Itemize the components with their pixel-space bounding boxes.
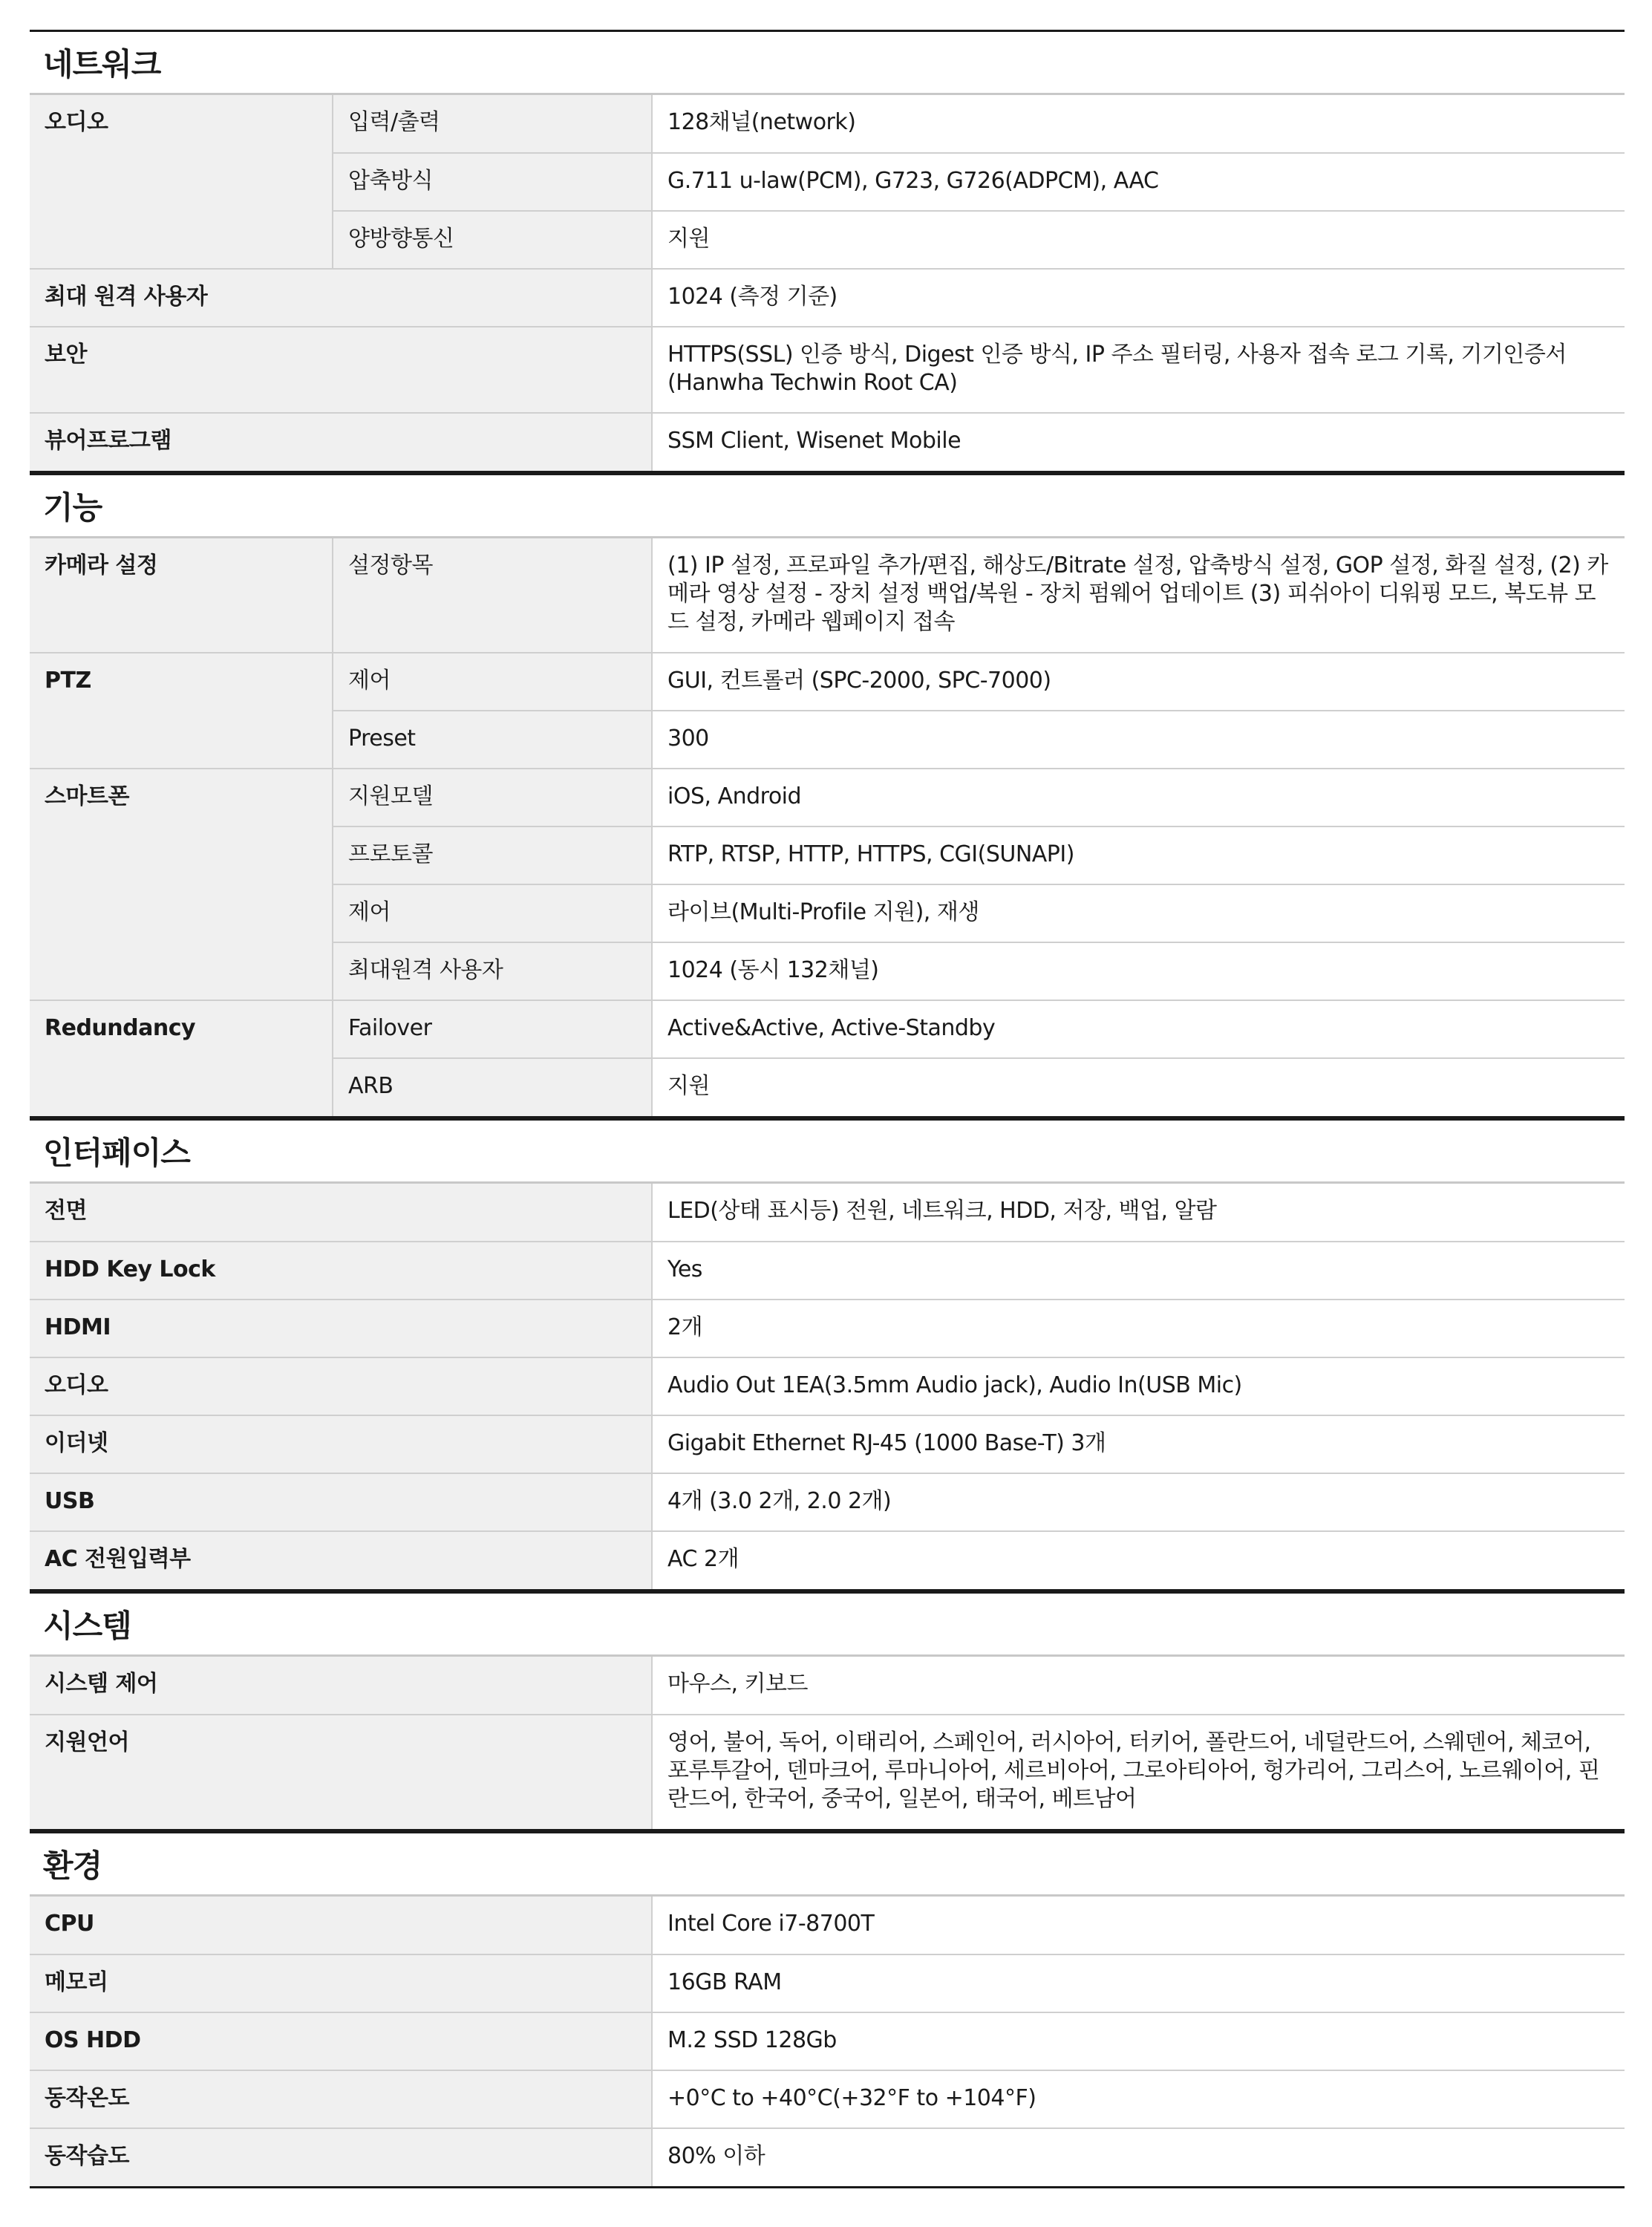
spec-row	[30, 1715, 1625, 1829]
spec-label: 카메라 설정	[30, 538, 333, 653]
spec-row	[30, 327, 1625, 413]
spec-value: G.711 u-law(PCM), G723, G726(ADPCM), AAC	[652, 153, 1625, 211]
spec-label: Redundancy	[30, 1000, 333, 1116]
spec-row	[30, 1000, 1625, 1058]
section-title: 네트워크	[30, 30, 1625, 95]
spec-label: 전면	[30, 1184, 652, 1242]
spec-label: 오디오	[30, 1357, 652, 1415]
spec-label: 시스템 제어	[30, 1657, 652, 1715]
spec-section	[30, 30, 1625, 473]
spec-row	[30, 1897, 1625, 1954]
spec-value: Audio Out 1EA(3.5mm Audio jack), Audio In(USB Mic)	[652, 1357, 1625, 1415]
spec-section	[30, 1831, 1625, 2188]
spec-row	[30, 1531, 1625, 1589]
spec-value: Active&Active, Active-Standby	[652, 1000, 1625, 1058]
spec-value: HTTPS(SSL) 인증 방식, Digest 인증 방식, IP 주소 필터링, 사용자 접속 로그 기록, 기기인증서 (Hanwha Techwin Root CA)	[652, 327, 1625, 413]
spec-value: AC 2개	[652, 1531, 1625, 1589]
spec-table	[30, 1184, 1625, 1589]
spec-label: 지원언어	[30, 1715, 652, 1829]
spec-row	[30, 2012, 1625, 2070]
spec-section	[30, 1118, 1625, 1591]
spec-row	[30, 95, 1625, 153]
spec-value: 128채널(network)	[652, 95, 1625, 153]
spec-value: 80% 이하	[652, 2128, 1625, 2186]
spec-value: 300	[652, 711, 1625, 769]
spec-label: 뷰어프로그램	[30, 413, 652, 471]
spec-value: 4개 (3.0 2개, 2.0 2개)	[652, 1473, 1625, 1531]
spec-label: CPU	[30, 1897, 652, 1954]
spec-sublabel: 양방향통신	[333, 211, 652, 269]
spec-row	[30, 269, 1625, 327]
section-title: 환경	[30, 1831, 1625, 1897]
spec-label: 메모리	[30, 1954, 652, 2012]
spec-sheet	[30, 30, 1625, 2188]
spec-value: Intel Core i7-8700T	[652, 1897, 1625, 1954]
spec-label: 이더넷	[30, 1415, 652, 1473]
spec-value: +0°C to +40°C(+32°F to +104°F)	[652, 2070, 1625, 2128]
spec-sublabel: 입력/출력	[333, 95, 652, 153]
spec-label: OS HDD	[30, 2012, 652, 2070]
spec-label: PTZ	[30, 653, 333, 769]
spec-value: Gigabit Ethernet RJ-45 (1000 Base-T) 3개	[652, 1415, 1625, 1473]
spec-section	[30, 473, 1625, 1118]
spec-value: 지원	[652, 1058, 1625, 1116]
spec-row	[30, 1242, 1625, 1300]
section-title: 시스템	[30, 1591, 1625, 1657]
spec-sublabel: Failover	[333, 1000, 652, 1058]
spec-label: 동작습도	[30, 2128, 652, 2186]
spec-label: AC 전원입력부	[30, 1531, 652, 1589]
spec-value: 1024 (측정 기준)	[652, 269, 1625, 327]
spec-value: (1) IP 설정, 프로파일 추가/편집, 해상도/Bitrate 설정, 압축방식 설정, GOP 설정, 화질 설정, (2) 카메라 영상 설정 - 장치 설정 백업/복원 - 장치 펌웨어 업데이트 (3) 피쉬아이 디워핑 모드, 복도뷰 모드 설정, 카메라 웹페이지 접속	[652, 538, 1625, 653]
spec-row	[30, 2128, 1625, 2186]
spec-value: M.2 SSD 128Gb	[652, 2012, 1625, 2070]
spec-value: 16GB RAM	[652, 1954, 1625, 2012]
spec-row	[30, 1184, 1625, 1242]
spec-label: 스마트폰	[30, 769, 333, 1000]
spec-row	[30, 538, 1625, 653]
spec-sublabel: 설정항목	[333, 538, 652, 653]
spec-value: RTP, RTSP, HTTP, HTTPS, CGI(SUNAPI)	[652, 826, 1625, 884]
spec-table	[30, 95, 1625, 471]
spec-value: 1024 (동시 132채널)	[652, 942, 1625, 1000]
spec-value: 지원	[652, 211, 1625, 269]
spec-value: LED(상태 표시등) 전원, 네트워크, HDD, 저장, 백업, 알람	[652, 1184, 1625, 1242]
spec-value: 2개	[652, 1300, 1625, 1357]
spec-row	[30, 1300, 1625, 1357]
spec-row	[30, 2070, 1625, 2128]
spec-value: iOS, Android	[652, 769, 1625, 826]
spec-row	[30, 1954, 1625, 2012]
spec-sublabel: ARB	[333, 1058, 652, 1116]
spec-value: SSM Client, Wisenet Mobile	[652, 413, 1625, 471]
spec-row	[30, 1415, 1625, 1473]
spec-sublabel: 제어	[333, 884, 652, 942]
spec-row	[30, 769, 1625, 826]
spec-label: 동작온도	[30, 2070, 652, 2128]
spec-table	[30, 1897, 1625, 2186]
spec-sublabel: 지원모델	[333, 769, 652, 826]
spec-sublabel: Preset	[333, 711, 652, 769]
spec-sublabel: 최대원격 사용자	[333, 942, 652, 1000]
spec-table	[30, 538, 1625, 1116]
spec-section	[30, 1591, 1625, 1831]
spec-value: 라이브(Multi-Profile 지원), 재생	[652, 884, 1625, 942]
spec-value: Yes	[652, 1242, 1625, 1300]
spec-table	[30, 1657, 1625, 1829]
spec-label: 보안	[30, 327, 652, 413]
spec-row	[30, 1473, 1625, 1531]
spec-label: HDD Key Lock	[30, 1242, 652, 1300]
spec-label: HDMI	[30, 1300, 652, 1357]
spec-label: 최대 원격 사용자	[30, 269, 652, 327]
spec-value: 영어, 불어, 독어, 이태리어, 스페인어, 러시아어, 터키어, 폴란드어, 네덜란드어, 스웨덴어, 체코어, 포루투갈어, 덴마크어, 루마니아어, 세르비아어, 그로아티아어, 헝가리어, 그리스어, 노르웨이어, 핀란드어, 한국어, 중국어, 일본어, 태국어, 베트남어	[652, 1715, 1625, 1829]
spec-sublabel: 프로토콜	[333, 826, 652, 884]
section-title: 인터페이스	[30, 1118, 1625, 1184]
spec-row	[30, 1357, 1625, 1415]
spec-value: 마우스, 키보드	[652, 1657, 1625, 1715]
spec-row	[30, 653, 1625, 711]
section-title: 기능	[30, 473, 1625, 538]
spec-sublabel: 제어	[333, 653, 652, 711]
spec-label: 오디오	[30, 95, 333, 269]
spec-row	[30, 413, 1625, 471]
spec-row	[30, 1657, 1625, 1715]
spec-label: USB	[30, 1473, 652, 1531]
spec-value: GUI, 컨트롤러 (SPC-2000, SPC-7000)	[652, 653, 1625, 711]
spec-sublabel: 압축방식	[333, 153, 652, 211]
